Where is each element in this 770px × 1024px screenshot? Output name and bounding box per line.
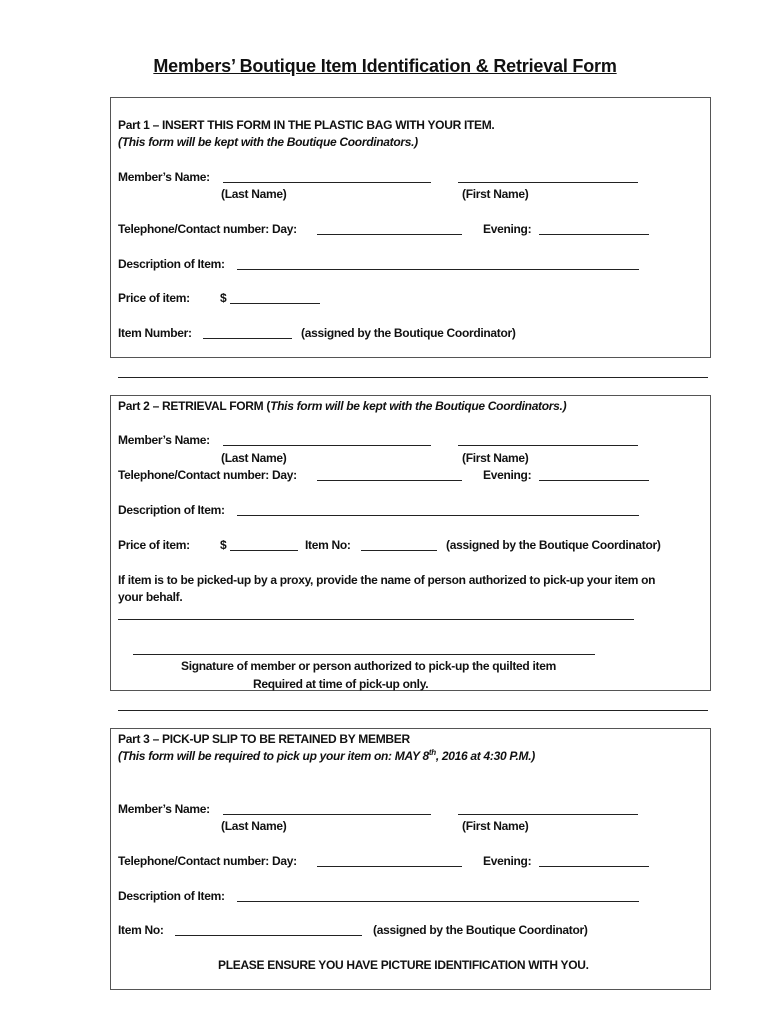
part1-heading: Part 1 – INSERT THIS FORM IN THE PLASTIC BAG WITH YOUR ITEM. — [118, 118, 495, 132]
part1-evening-label: Evening: — [483, 222, 532, 236]
part2-item-no-field[interactable] — [361, 550, 437, 551]
part2-evening-label: Evening: — [483, 468, 532, 482]
part3-last-name-field[interactable] — [223, 814, 431, 815]
part3-first-name-field[interactable] — [458, 814, 638, 815]
part3-evening-phone-field[interactable] — [539, 866, 649, 867]
part3-day-phone-field[interactable] — [317, 866, 462, 867]
part2-last-name-label: (Last Name) — [221, 451, 287, 465]
part2-first-name-label: (First Name) — [462, 451, 529, 465]
part3-heading: Part 3 – PICK-UP SLIP TO BE RETAINED BY MEMBER — [118, 732, 410, 746]
part1-telephone-label: Telephone/Contact number: Day: — [118, 222, 297, 236]
part3-description-label: Description of Item: — [118, 889, 225, 903]
part3-footer: PLEASE ENSURE YOU HAVE PICTURE IDENTIFICATION WITH YOU. — [218, 958, 589, 972]
part3-note-prefix: (This form will be required to pick up your item on: MAY 8 — [118, 749, 429, 763]
part2-price-label: Price of item: — [118, 538, 190, 552]
part2-item-no-label: Item No: — [305, 538, 351, 552]
part2-signature-field[interactable] — [133, 654, 595, 655]
part1-description-label: Description of Item: — [118, 257, 225, 271]
part3-description-field[interactable] — [237, 901, 639, 902]
part1-item-number-field[interactable] — [203, 338, 292, 339]
part2-signature-label: Signature of member or person authorized to pick-up the quilted item — [181, 659, 556, 673]
part1-evening-phone-field[interactable] — [539, 234, 649, 235]
part2-description-label: Description of Item: — [118, 503, 225, 517]
part1-members-name-label: Member’s Name: — [118, 170, 210, 184]
part2-members-name-label: Member’s Name: — [118, 433, 210, 447]
form-title: Members’ Boutique Item Identification & Retrieval Form — [153, 56, 617, 76]
part1-note: (This form will be kept with the Boutique Coordinators.) — [118, 135, 418, 149]
part1-last-name-label: (Last Name) — [221, 187, 287, 201]
part3-note-suffix: , 2016 at 4:30 P.M.) — [435, 749, 535, 763]
part1-first-name-field[interactable] — [458, 182, 638, 183]
part2-first-name-field[interactable] — [458, 445, 638, 446]
part3-last-name-label: (Last Name) — [221, 819, 287, 833]
part2-proxy-name-field[interactable] — [118, 619, 634, 620]
part2-telephone-label: Telephone/Contact number: Day: — [118, 468, 297, 482]
part3-note-sup: th — [428, 748, 436, 757]
part3-note — [118, 749, 535, 763]
part1-day-phone-field[interactable] — [317, 234, 462, 235]
part2-heading-italic: This form will be kept with the Boutique Coordinators.) — [270, 399, 567, 413]
part2-day-phone-field[interactable] — [317, 480, 462, 481]
part2-heading — [118, 399, 566, 413]
part1-price-field[interactable] — [230, 303, 320, 304]
part1-item-number-label: Item Number: — [118, 326, 192, 340]
part2-description-field[interactable] — [237, 515, 639, 516]
part1-description-field[interactable] — [237, 269, 639, 270]
part1-assigned-note: (assigned by the Boutique Coordinator) — [301, 326, 516, 340]
separator-2 — [118, 710, 708, 711]
part2-heading-prefix: Part 2 – RETRIEVAL FORM ( — [118, 399, 271, 413]
part3-assigned-note: (assigned by the Boutique Coordinator) — [373, 923, 588, 937]
part3-item-no-label: Item No: — [118, 923, 164, 937]
part3-item-no-field[interactable] — [175, 935, 362, 936]
part2-assigned-note: (assigned by the Boutique Coordinator) — [446, 538, 661, 552]
part3-evening-label: Evening: — [483, 854, 532, 868]
part2-proxy-line1: If item is to be picked-up by a proxy, provide the name of person authorized to pick-up your item on — [118, 573, 656, 587]
part2-last-name-field[interactable] — [223, 445, 431, 446]
part2-signature-note: Required at time of pick-up only. — [253, 677, 429, 691]
part2-evening-phone-field[interactable] — [539, 480, 649, 481]
part2-proxy-line2: your behalf. — [118, 590, 183, 604]
part2-price-field[interactable] — [230, 550, 298, 551]
part1-last-name-field[interactable] — [223, 182, 431, 183]
part1-price-label: Price of item: — [118, 291, 190, 305]
part1-first-name-label: (First Name) — [462, 187, 529, 201]
part3-members-name-label: Member’s Name: — [118, 802, 210, 816]
part3-first-name-label: (First Name) — [462, 819, 529, 833]
separator-1 — [118, 377, 708, 378]
part2-price-currency: $ — [220, 538, 227, 552]
part1-price-currency: $ — [220, 291, 227, 305]
part3-telephone-label: Telephone/Contact number: Day: — [118, 854, 297, 868]
